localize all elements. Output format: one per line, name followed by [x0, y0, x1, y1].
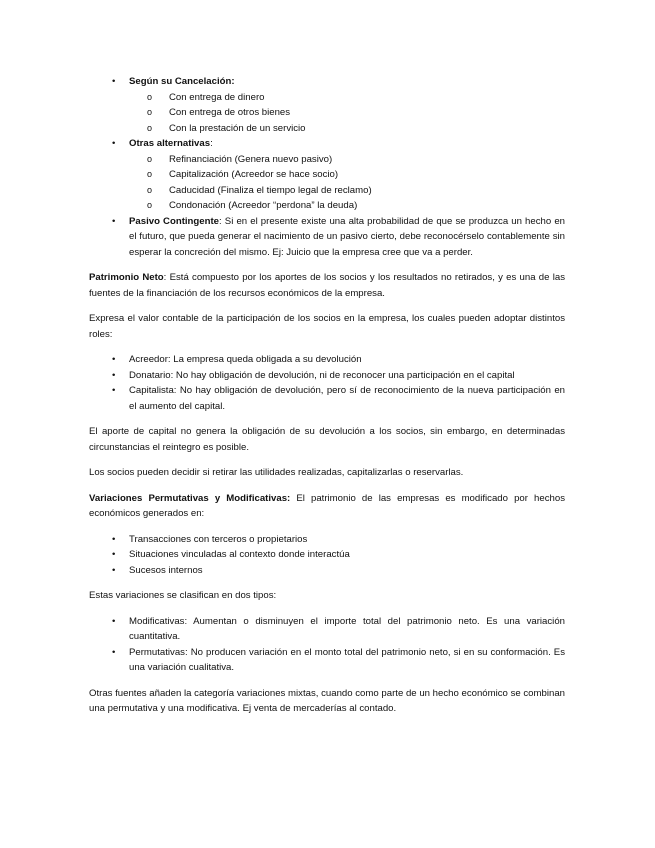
sub-list-item [89, 105, 565, 121]
paragraph-mixtas: Otras fuentes añaden la categoría variaciones mixtas, cuando como parte de un hecho económico se combinan una permutativa y una modificativa. Ej venta de mercaderías al contado. [89, 687, 565, 714]
paragraph-variaciones [89, 491, 565, 522]
bullet: • [112, 385, 116, 396]
list-item [89, 214, 565, 261]
definition-text: El patrimonio de las empresas es modificado por hechos económicos generados en: [89, 492, 565, 519]
sub-item-text: Capitalización (Acreedor se hace socio) [169, 169, 339, 180]
bullet: • [112, 533, 116, 545]
sub-item-text: Con entrega de otros bienes [169, 107, 291, 118]
item-text: Transacciones con terceros o propietarios [129, 533, 308, 545]
bullet: o [147, 169, 153, 179]
sub-list-item [89, 183, 565, 199]
item-text: Situaciones vinculadas al contexto donde interactúa [129, 549, 350, 560]
term: Variaciones Permutativas y Modificativas: [89, 492, 291, 504]
list-item [89, 547, 565, 563]
bullet: o [147, 107, 153, 117]
list-item [89, 532, 565, 548]
term: Pasivo Contingente [129, 215, 220, 227]
sub-list-item [89, 198, 565, 214]
list-item [89, 563, 565, 579]
item-text: Permutativas: No producen variación en el monto total del patrimonio neto, si en su conformación. Es una variación cualitativa. [129, 646, 565, 673]
bullet: o [147, 184, 153, 195]
definition-text: : Si en el presente existe una alta probabilidad de que se produzca un hecho en el futuro, que pueda generar el nacimiento de un pasivo cierto, debe reconocérselo contablemente sin esperar la concreción del mismo. Ej: Juicio que la empresa cree que va a perder. [129, 215, 565, 258]
paragraph-patrimonio [89, 270, 565, 301]
list-item [89, 614, 565, 645]
paragraph-roles-intro: Expresa el valor contable de la participación de los socios en la empresa, los cuales pueden adoptar distintos roles: [89, 313, 565, 340]
term: Patrimonio Neto [89, 272, 164, 283]
bullet: • [112, 369, 116, 381]
list-heading: Según su Cancelación: [129, 76, 235, 87]
bullet: • [112, 646, 116, 658]
item-text: Capitalista: No hay obligación de devolución, pero sí de reconocimiento de la nueva participación en el aumento del capital. [129, 385, 565, 412]
sub-item-text: Con la prestación de un servicio [169, 122, 306, 134]
sub-list-item [89, 121, 565, 137]
document-page [89, 74, 565, 717]
bullet: • [112, 138, 116, 149]
bullet: • [112, 76, 116, 87]
item-text: Donatario: No hay obligación de devolución, ni de reconocer una participación en el capital [129, 369, 515, 381]
list-item [89, 383, 565, 414]
sub-list-item [89, 167, 565, 183]
paragraph-tipos-intro: Estas variaciones se clasifican en dos tipos: [89, 590, 277, 601]
list-heading: Otras alternativas [129, 138, 211, 149]
bullet: • [112, 615, 116, 627]
paragraph-socios: Los socios pueden decidir si retirar las utilidades realizadas, capitalizarlas o reservarlas. [89, 467, 464, 478]
list-item [89, 74, 565, 90]
bullet: o [147, 91, 153, 102]
sub-item-text: Refinanciación (Genera nuevo pasivo) [169, 153, 333, 165]
sub-list-item [89, 90, 565, 106]
bullet: • [112, 564, 116, 576]
bullet: o [147, 153, 153, 164]
item-text: Sucesos internos [129, 564, 203, 576]
list-item [89, 352, 565, 368]
list-item [89, 136, 565, 152]
list-item [89, 368, 565, 384]
sub-item-text: Con entrega de dinero [169, 91, 265, 103]
definition-text: : Está compuesto por los aportes de los socios y los resultados no retirados, y es una de las fuentes de la financiación de los recursos económicos de la empresa. [89, 272, 565, 299]
bullet: • [112, 549, 116, 560]
bullet: • [112, 354, 116, 365]
paragraph-aporte: El aporte de capital no genera la obligación de su devolución a los socios, sin embargo, en determinadas circunstancias el reintegro es posible. [89, 426, 565, 453]
sub-list-item [89, 152, 565, 168]
sub-item-text: Caducidad (Finaliza el tiempo legal de reclamo) [169, 184, 372, 196]
item-text: Modificativas: Aumentan o disminuyen el importe total del patrimonio neto. Es una variación cuantitativa. [129, 615, 565, 642]
bullet: • [112, 215, 116, 227]
bullet: o [147, 122, 153, 133]
list-item [89, 645, 565, 676]
bullet: o [147, 200, 153, 210]
list-heading-suffix: : [210, 138, 213, 149]
sub-item-text: Condonación (Acreedor “perdona” la deuda) [169, 200, 358, 211]
item-text: Acreedor: La empresa queda obligada a su devolución [129, 354, 362, 365]
